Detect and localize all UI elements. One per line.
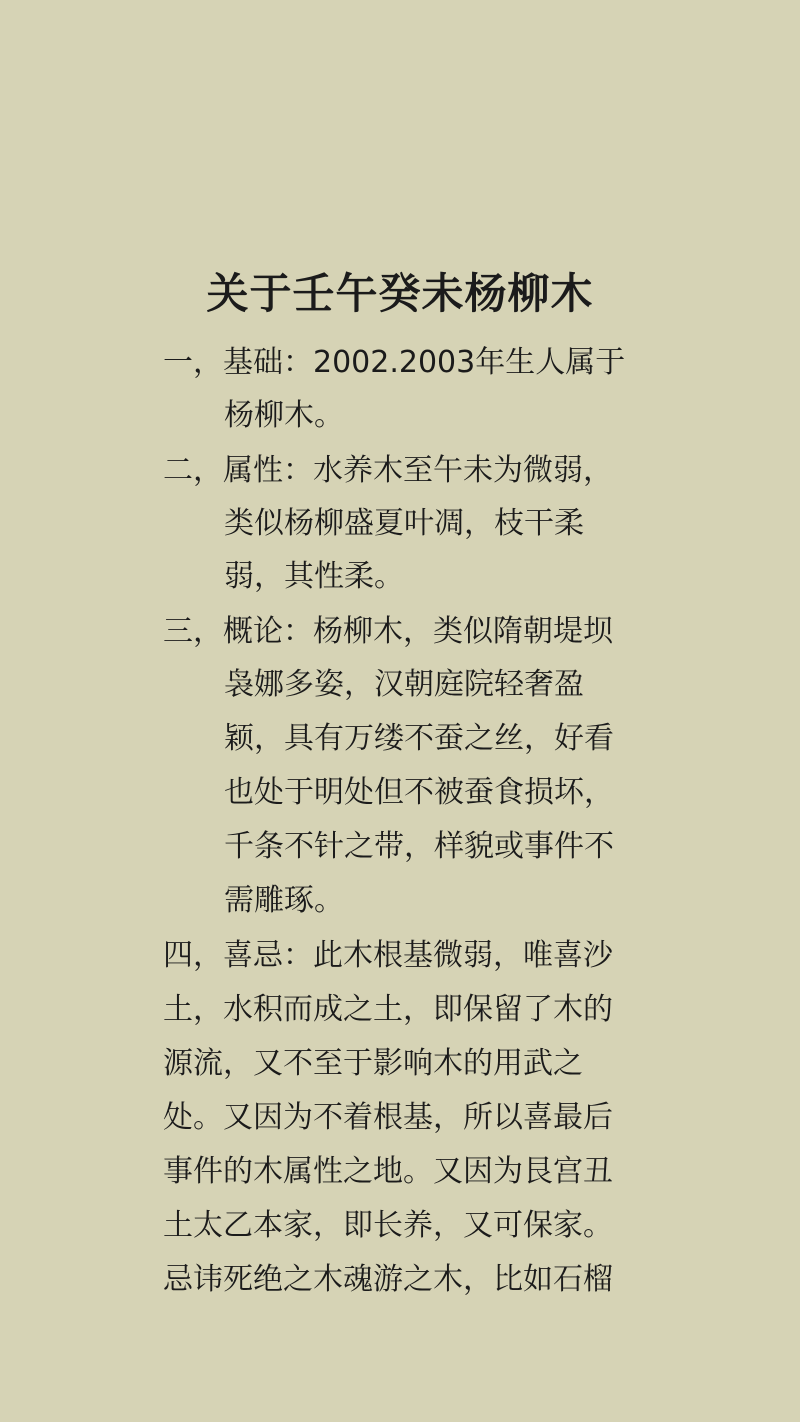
section-line: 四，喜忌：此木根基微弱，唯喜沙 bbox=[163, 938, 613, 973]
section-line: 处。又因为不着根基，所以喜最后 bbox=[163, 1100, 613, 1135]
section-line: 三，概论：杨柳木，类似隋朝堤坝 bbox=[163, 614, 613, 649]
section-line: 类似杨柳盛夏叶凋，枝干柔 bbox=[224, 506, 584, 541]
section-line: 土太乙本家，即长养，又可保家。 bbox=[163, 1208, 613, 1243]
section-line: 事件的木属性之地。又因为艮宫丑 bbox=[163, 1154, 613, 1189]
section-line: 袅娜多姿，汉朝庭院轻奢盈 bbox=[224, 667, 584, 702]
section-line: 杨柳木。 bbox=[224, 398, 344, 433]
section-line: 二，属性：水养木至午未为微弱， bbox=[163, 453, 613, 488]
article-title: 关于壬午癸未杨柳木 bbox=[206, 269, 594, 318]
section-line: 颖，具有万缕不蚕之丝，好看 bbox=[224, 721, 614, 756]
section-line: 源流，又不至于影响木的用武之 bbox=[163, 1046, 583, 1081]
section-line: 忌讳死绝之木魂游之木，比如石榴 bbox=[163, 1262, 613, 1297]
section-line: 需雕琢。 bbox=[224, 883, 344, 918]
section-line: 土，水积而成之土，即保留了木的 bbox=[163, 992, 613, 1027]
section-line: 千条不针之带，样貌或事件不 bbox=[224, 829, 614, 864]
section-line: 弱，其性柔。 bbox=[224, 559, 404, 594]
section-line: 也处于明处但不被蚕食损坏， bbox=[224, 775, 614, 810]
section-line: 一，基础：2002.2003年生人属于 bbox=[163, 345, 626, 380]
